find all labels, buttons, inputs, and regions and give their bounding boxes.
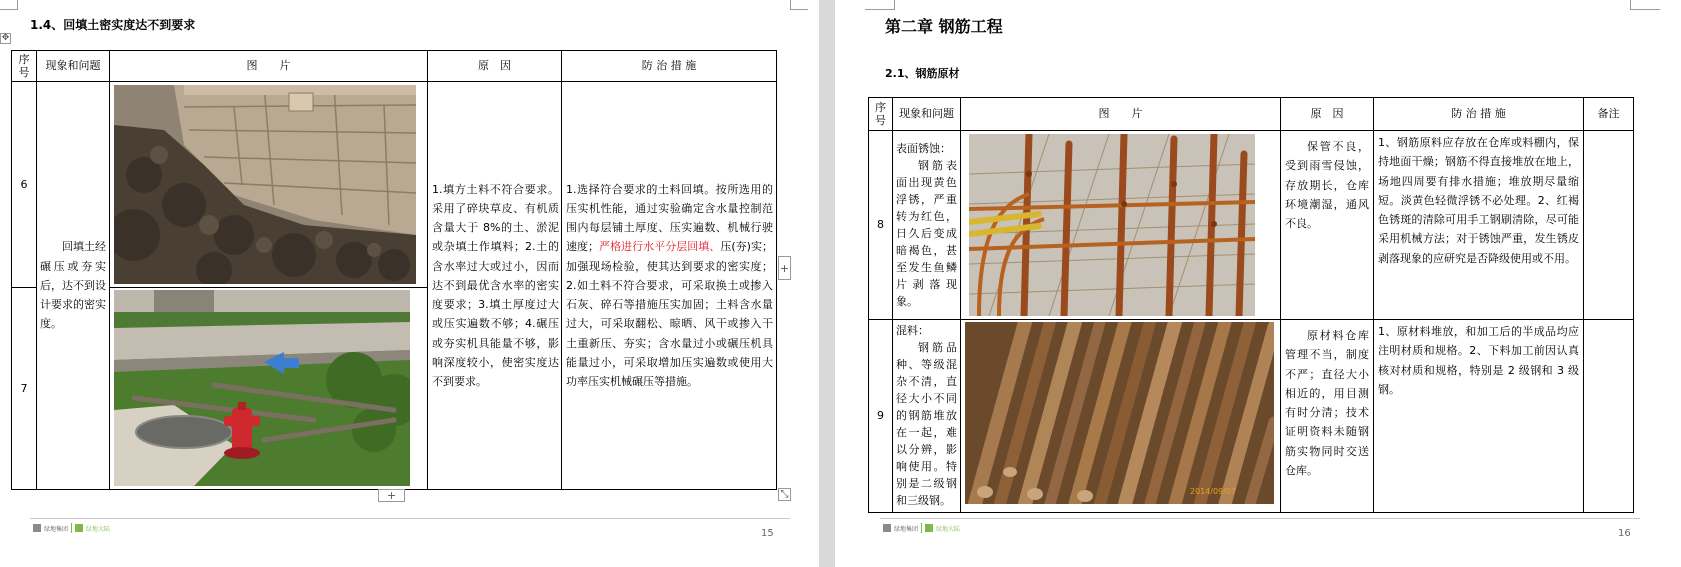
- table-header-row: [12, 51, 777, 82]
- backfill-lawn-image: [114, 290, 410, 486]
- measures-cell: [562, 82, 777, 490]
- crop-mark: [790, 0, 808, 10]
- cause-cell: [428, 82, 562, 490]
- row-seq: 9: [869, 320, 893, 513]
- footer-logo: [883, 523, 960, 533]
- row-seq: 7: [12, 288, 37, 490]
- header-cause: 原 因: [428, 51, 562, 82]
- table-resize-handle[interactable]: ⤡: [778, 488, 791, 501]
- remark-cell: [1584, 131, 1634, 320]
- table-row: [12, 82, 777, 288]
- header-remark: 备注: [1584, 98, 1634, 131]
- table-move-handle[interactable]: ✥: [1, 33, 10, 43]
- add-column-button[interactable]: +: [778, 256, 791, 280]
- measures-text: [566, 180, 773, 392]
- company-logo-icon: [883, 524, 891, 532]
- footer-rule: [30, 518, 790, 519]
- logo-text-right: 绿地大陆: [86, 525, 111, 533]
- rusted-rebar-image: [969, 134, 1255, 316]
- image-cell: [961, 320, 1281, 513]
- document-page-15: [0, 0, 819, 567]
- phenomenon-cell: [893, 320, 961, 513]
- photo-backfill-wall: [114, 85, 416, 284]
- backfill-wall-image: [114, 85, 416, 284]
- header-phenomenon: 现象和问题: [37, 51, 110, 82]
- cause-text: 保管不良，受到雨雪侵蚀，存放期长，仓库环境潮湿，通风不良。: [1285, 140, 1369, 230]
- brand-logo-icon: [75, 524, 83, 532]
- document-page-16: [835, 0, 1681, 567]
- phenomenon-title: 混料：: [896, 324, 929, 337]
- footer-logo: [33, 523, 110, 533]
- measures-cell: [1374, 131, 1584, 320]
- header-seq: 序号: [869, 98, 893, 131]
- phenomenon-text: 钢筋品种、等级混杂不清，直径大小不同的钢筋堆放在一起，难以分辨，影响使用。特别是二级钢和三级钢。: [896, 341, 957, 508]
- photo-rusted-rebar: [969, 134, 1255, 316]
- cause-text: 原材料仓库管理不当，制度不严；直径大小相近的，用目测有时分清；技术证明资料未随钢筋实物同时交送仓库。: [1285, 329, 1369, 477]
- add-row-button[interactable]: +: [378, 489, 405, 502]
- phenomenon-cell: [37, 82, 110, 490]
- brand-logo-icon: [925, 524, 933, 532]
- photo-mixed-rebar: [965, 322, 1274, 504]
- row-seq: 6: [12, 82, 37, 288]
- cause-cell: [1281, 131, 1374, 320]
- row-seq: 8: [869, 131, 893, 320]
- logo-text-left: 绿地集团: [44, 525, 69, 533]
- image-cell: [110, 82, 428, 288]
- measures-cell: [1374, 320, 1584, 513]
- phenomenon-cell: [893, 131, 961, 320]
- logo-separator: [921, 523, 922, 533]
- header-seq: 序号: [12, 51, 37, 82]
- footer-rule: [880, 518, 1640, 519]
- phenomenon-title: 表面锈蚀：: [896, 141, 951, 155]
- crop-mark: [1630, 0, 1660, 10]
- logo-text-left: 绿地集团: [894, 525, 919, 533]
- defect-table-right: [868, 97, 1634, 513]
- header-cause: 原 因: [1281, 98, 1374, 131]
- cause-cell: [1281, 320, 1374, 513]
- page-number: 15: [761, 528, 774, 539]
- cause-text: 1.填方土料不符合要求。采用了碎块草皮、有机质含量大于 8%的土、淤泥或杂填土作填料；2.土的含水率过大或过小，因而达不到最优含水率的密实度要求；3.填土厚度过大或压实遍数不够；4.碾压或夯实机具能量不够，影响深度较小，使密实度达不到要求。: [432, 182, 559, 389]
- crop-mark: [865, 0, 895, 10]
- phenomenon-text: 回填土经碾压或夯实后，达不到设计要求的密实度。: [40, 240, 106, 331]
- page-number: 16: [1618, 528, 1631, 539]
- mixed-rebar-image: [965, 322, 1274, 504]
- remark-cell: [1584, 320, 1634, 513]
- table-row: [869, 320, 1634, 513]
- image-cell: [961, 131, 1281, 320]
- section-heading: 2.1、钢筋原材: [885, 67, 960, 80]
- header-measures: 防 治 措 施: [562, 51, 777, 82]
- measures-text: 1、钢筋原料应存放在仓库或料棚内，保持地面干燥；钢筋不得直接堆放在地上，场地四周要有排水措施；堆放期尽量缩短。淡黄色轻微浮锈不必处理。2、红褐色锈斑的清除可用手工钢刷清除，尽可能采用机械方法；对于锈蚀严重，发生锈皮剥落现象的应研究是否降级使用或不用。: [1378, 136, 1579, 265]
- logo-separator: [71, 523, 72, 533]
- header-phenomenon: 现象和问题: [893, 98, 961, 131]
- measures-text-part1: 1.选择符合要求的土料回填。按所选用的压实机性能，通过实验确定含水量控制范围内每层铺土厚度、压实遍数、机械行驶速度；: [566, 182, 773, 254]
- measures-text-emphasis: 严格进行水平分层回填、: [599, 240, 721, 254]
- header-measures: 防 治 措 施: [1374, 98, 1584, 131]
- header-image: 图 片: [961, 98, 1281, 131]
- logo-text-right: 绿地大陆: [936, 525, 961, 533]
- measures-text-part2: 压(夯)实；加强现场检验，使其达到要求的密实度；2.如土料不符合要求，可采取换土或掺入石灰、碎石等措施压实加固；土料含水量过大，可采取翻松、晾晒、风干或掺入干土重新压、夯实；含水量过小或碾压机具能量过小，可采取增加压实遍数或使用大功率压实机械碾压等措施。: [566, 240, 774, 389]
- image-cell: [110, 288, 428, 490]
- defect-table-left: [11, 50, 777, 490]
- chapter-heading: 第二章 钢筋工程: [885, 17, 1003, 36]
- table-row: [869, 131, 1634, 320]
- phenomenon-text: 钢筋表面出现黄色浮锈，严重转为红色，日久后变成暗褐色，甚至发生鱼鳞片剥落现象。: [896, 158, 957, 309]
- photo-backfill-lawn: [114, 290, 410, 486]
- header-image: 图 片: [110, 51, 428, 82]
- measures-text: 1、原材料堆放，和加工后的半成品均应注明材质和规格。2、下料加工前因认真核对材质和规格，特别是 2 级钢和 3 级钢。: [1378, 325, 1579, 396]
- company-logo-icon: [33, 524, 41, 532]
- table-header-row: [869, 98, 1634, 131]
- crop-mark: [0, 0, 18, 10]
- photo-date-stamp: 2014/09/07: [1190, 487, 1237, 496]
- section-heading: 1.4、回填土密实度达不到要求: [30, 18, 196, 32]
